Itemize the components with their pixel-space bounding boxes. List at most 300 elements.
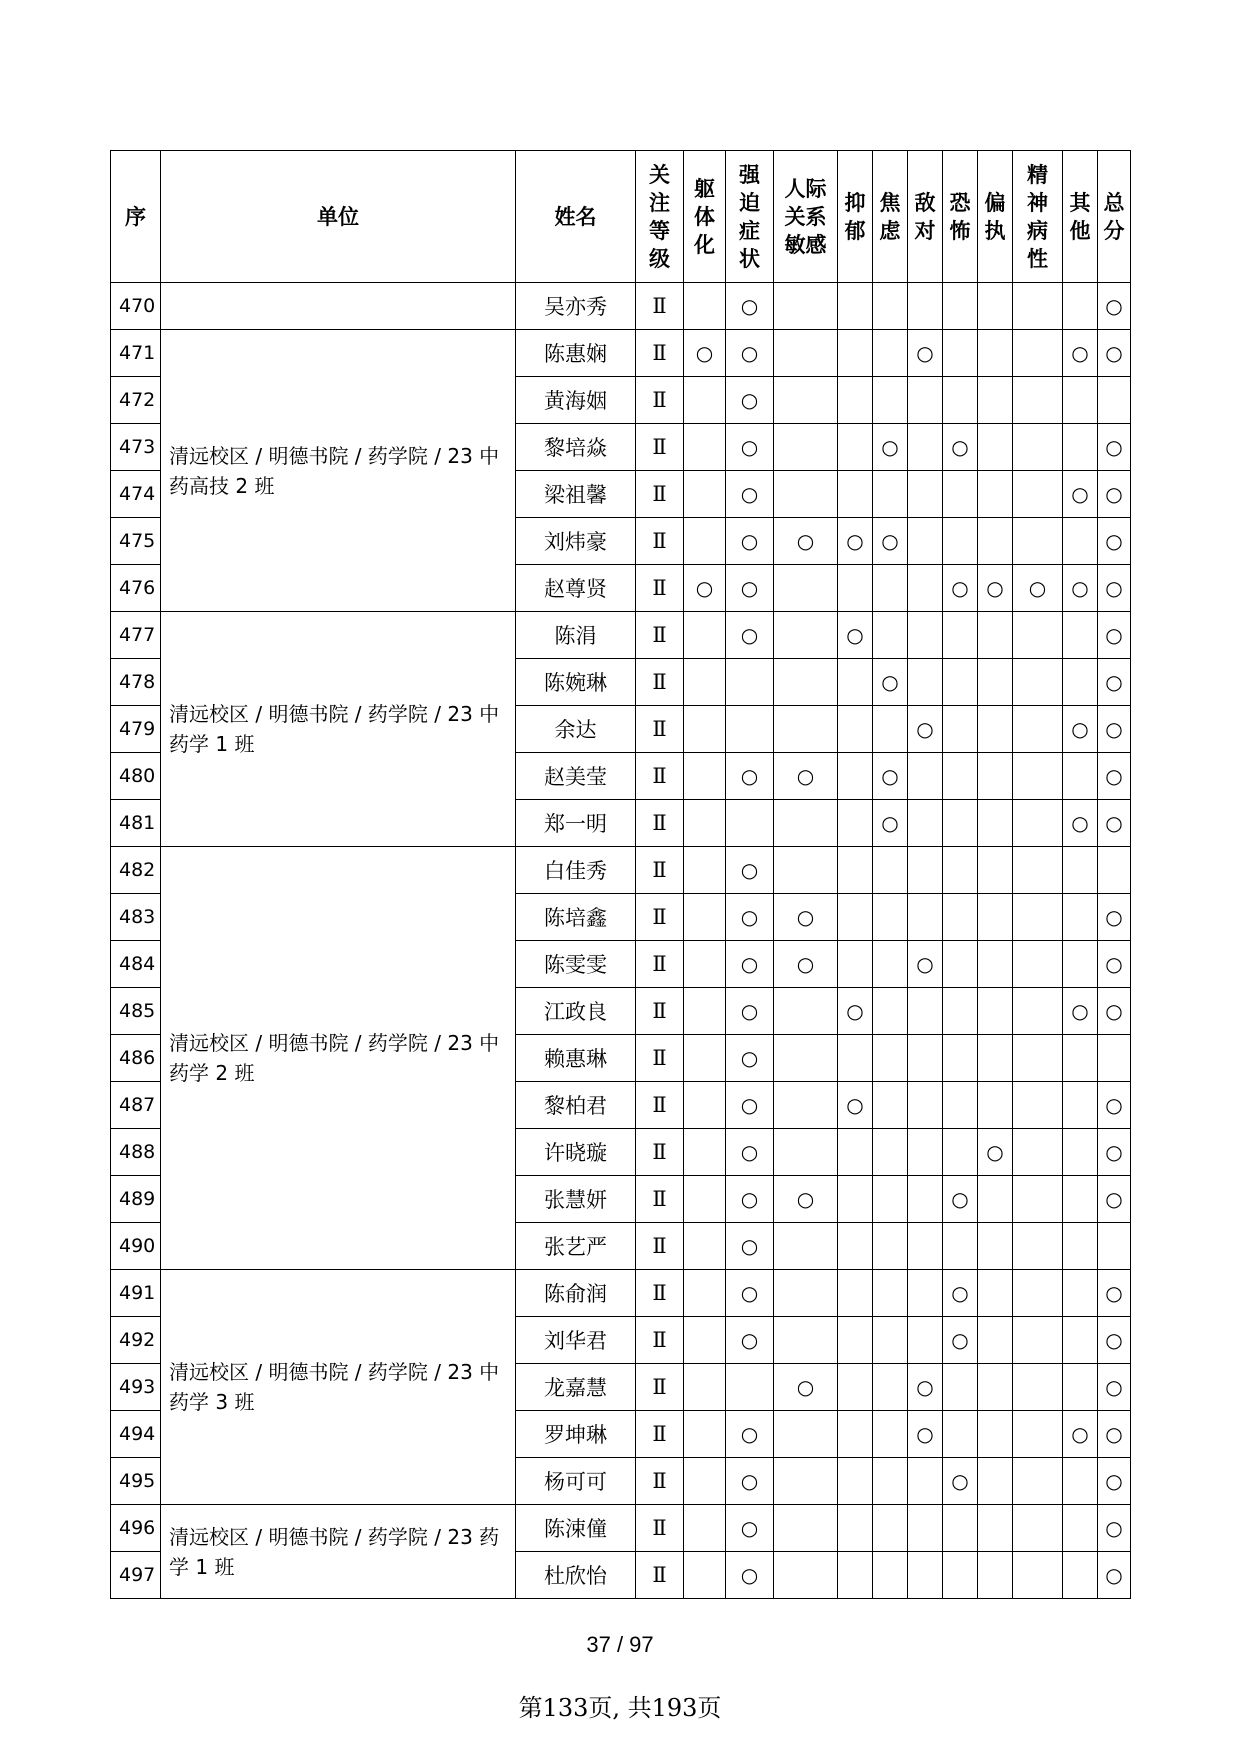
- mark-cell: [684, 471, 726, 518]
- header-label: 单位: [317, 204, 359, 229]
- mark-cell: [726, 1364, 774, 1411]
- unit-cell: 清远校区 / 明德书院 / 药学院 / 23 中药学 3 班: [161, 1270, 516, 1505]
- header-grade: [636, 151, 684, 283]
- grade-cell: Ⅱ: [636, 706, 684, 753]
- name-cell: 余达: [516, 706, 636, 753]
- mark-cell: [838, 941, 873, 988]
- mark-cell: [978, 753, 1013, 800]
- grade-cell: Ⅱ: [636, 1411, 684, 1458]
- mark-cell: [1013, 1035, 1063, 1082]
- mark-cell: [908, 1458, 943, 1505]
- mark-cell: ○: [873, 800, 908, 847]
- mark-cell: [943, 659, 978, 706]
- name-cell: 刘华君: [516, 1317, 636, 1364]
- mark-cell: [684, 1364, 726, 1411]
- mark-cell: [908, 659, 943, 706]
- mark-cell: [1063, 847, 1098, 894]
- seq-cell: 471: [111, 330, 161, 377]
- mark-cell: [943, 1035, 978, 1082]
- header-label: 总分: [1103, 190, 1125, 243]
- mark-cell: [684, 753, 726, 800]
- mark-cell: [873, 1364, 908, 1411]
- seq-cell: 497: [111, 1552, 161, 1599]
- mark-cell: [838, 1364, 873, 1411]
- mark-cell: ○: [838, 1082, 873, 1129]
- mark-cell: ○: [1098, 1411, 1131, 1458]
- mark-cell: [908, 1082, 943, 1129]
- mark-cell: [1063, 1552, 1098, 1599]
- mark-cell: ○: [726, 612, 774, 659]
- mark-cell: [684, 424, 726, 471]
- header-phobic: [943, 151, 978, 283]
- mark-cell: [908, 1223, 943, 1270]
- seq-cell: 496: [111, 1505, 161, 1552]
- mark-cell: [838, 471, 873, 518]
- mark-cell: [774, 800, 838, 847]
- mark-cell: ○: [1098, 283, 1131, 330]
- grade-cell: Ⅱ: [636, 1082, 684, 1129]
- mark-cell: [978, 941, 1013, 988]
- mark-cell: [873, 1317, 908, 1364]
- mark-cell: [838, 283, 873, 330]
- grade-cell: Ⅱ: [636, 283, 684, 330]
- mark-cell: [684, 612, 726, 659]
- mark-cell: [943, 800, 978, 847]
- mark-cell: [978, 330, 1013, 377]
- mark-cell: [684, 1223, 726, 1270]
- mark-cell: [873, 283, 908, 330]
- table-header-row: [111, 151, 1131, 283]
- mark-cell: [943, 941, 978, 988]
- mark-cell: [1013, 1129, 1063, 1176]
- mark-cell: [873, 988, 908, 1035]
- name-cell: 陈涑僮: [516, 1505, 636, 1552]
- mark-cell: ○: [1098, 1317, 1131, 1364]
- seq-cell: 483: [111, 894, 161, 941]
- mark-cell: [838, 1552, 873, 1599]
- seq-cell: 478: [111, 659, 161, 706]
- mark-cell: [978, 894, 1013, 941]
- mark-cell: ○: [726, 518, 774, 565]
- seq-cell: 472: [111, 377, 161, 424]
- mark-cell: [774, 612, 838, 659]
- mark-cell: [1063, 894, 1098, 941]
- mark-cell: [1013, 1552, 1063, 1599]
- mark-cell: [873, 1411, 908, 1458]
- unit-cell: [161, 283, 516, 330]
- mark-cell: [1013, 471, 1063, 518]
- name-cell: 陈雯雯: [516, 941, 636, 988]
- mark-cell: [873, 1082, 908, 1129]
- mark-cell: [774, 1223, 838, 1270]
- mark-cell: [838, 753, 873, 800]
- mark-cell: ○: [908, 330, 943, 377]
- mark-cell: [838, 1223, 873, 1270]
- mark-cell: [838, 377, 873, 424]
- name-cell: 张艺严: [516, 1223, 636, 1270]
- mark-cell: ○: [1063, 330, 1098, 377]
- mark-cell: ○: [726, 1270, 774, 1317]
- mark-cell: [1013, 1223, 1063, 1270]
- mark-cell: [684, 1552, 726, 1599]
- mark-cell: [943, 894, 978, 941]
- mark-cell: ○: [1098, 941, 1131, 988]
- mark-cell: [1013, 706, 1063, 753]
- mark-cell: [873, 565, 908, 612]
- mark-cell: [684, 283, 726, 330]
- name-cell: 吴亦秀: [516, 283, 636, 330]
- mark-cell: ○: [1098, 1552, 1131, 1599]
- mark-cell: [1063, 659, 1098, 706]
- mark-cell: [1013, 330, 1063, 377]
- mark-cell: [774, 1411, 838, 1458]
- header-obsessive: [726, 151, 774, 283]
- name-cell: 赵尊贤: [516, 565, 636, 612]
- seq-cell: 487: [111, 1082, 161, 1129]
- mark-cell: ○: [726, 330, 774, 377]
- mark-cell: [684, 800, 726, 847]
- name-cell: 许晓璇: [516, 1129, 636, 1176]
- mark-cell: ○: [1098, 894, 1131, 941]
- mark-cell: [774, 565, 838, 612]
- mark-cell: [1013, 800, 1063, 847]
- header-label: 敌对: [914, 190, 936, 243]
- mark-cell: ○: [1098, 1176, 1131, 1223]
- mark-cell: [684, 1035, 726, 1082]
- name-cell: 龙嘉慧: [516, 1364, 636, 1411]
- mark-cell: ○: [943, 1176, 978, 1223]
- unit-cell: 清远校区 / 明德书院 / 药学院 / 23 药学 1 班: [161, 1505, 516, 1599]
- mark-cell: [1013, 894, 1063, 941]
- mark-cell: [1063, 283, 1098, 330]
- header-interpersonal: [774, 151, 838, 283]
- mark-cell: [978, 1458, 1013, 1505]
- grade-cell: Ⅱ: [636, 941, 684, 988]
- header-hostility: [908, 151, 943, 283]
- mark-cell: [943, 518, 978, 565]
- mark-cell: ○: [726, 1552, 774, 1599]
- mark-cell: [978, 1411, 1013, 1458]
- grade-cell: Ⅱ: [636, 1458, 684, 1505]
- name-cell: 赖惠琳: [516, 1035, 636, 1082]
- mark-cell: [1098, 377, 1131, 424]
- mark-cell: ○: [1013, 565, 1063, 612]
- mark-cell: [774, 1505, 838, 1552]
- mark-cell: [943, 283, 978, 330]
- grade-cell: Ⅱ: [636, 1317, 684, 1364]
- seq-cell: 492: [111, 1317, 161, 1364]
- mark-cell: [1013, 518, 1063, 565]
- mark-cell: [774, 659, 838, 706]
- grade-cell: Ⅱ: [636, 1176, 684, 1223]
- mark-cell: [684, 941, 726, 988]
- grade-cell: Ⅱ: [636, 612, 684, 659]
- mark-cell: [1013, 1082, 1063, 1129]
- mark-cell: ○: [1098, 1364, 1131, 1411]
- mark-cell: [774, 424, 838, 471]
- mark-cell: ○: [726, 1129, 774, 1176]
- grade-cell: Ⅱ: [636, 330, 684, 377]
- mark-cell: [1013, 941, 1063, 988]
- mark-cell: [908, 612, 943, 659]
- mark-cell: ○: [1063, 800, 1098, 847]
- mark-cell: [684, 1317, 726, 1364]
- mark-cell: [1013, 612, 1063, 659]
- mark-cell: [978, 1317, 1013, 1364]
- seq-cell: 485: [111, 988, 161, 1035]
- mark-cell: [873, 1552, 908, 1599]
- screening-table: [110, 150, 1131, 1599]
- mark-cell: [1063, 1458, 1098, 1505]
- mark-cell: [774, 1129, 838, 1176]
- mark-cell: [1013, 1364, 1063, 1411]
- mark-cell: [838, 706, 873, 753]
- mark-cell: [943, 1129, 978, 1176]
- mark-cell: ○: [1098, 518, 1131, 565]
- mark-cell: [978, 847, 1013, 894]
- mark-cell: ○: [774, 1176, 838, 1223]
- mark-cell: [908, 1552, 943, 1599]
- mark-cell: [1063, 1317, 1098, 1364]
- mark-cell: [978, 1552, 1013, 1599]
- mark-cell: [873, 1129, 908, 1176]
- mark-cell: [943, 1552, 978, 1599]
- mark-cell: ○: [726, 988, 774, 1035]
- mark-cell: [684, 1129, 726, 1176]
- mark-cell: [684, 894, 726, 941]
- header-label: 其他: [1069, 190, 1091, 243]
- header-paranoid: [978, 151, 1013, 283]
- mark-cell: [1013, 1270, 1063, 1317]
- mark-cell: ○: [873, 424, 908, 471]
- mark-cell: ○: [726, 1411, 774, 1458]
- header-label: 关注等级: [649, 162, 670, 271]
- mark-cell: [943, 753, 978, 800]
- grade-cell: Ⅱ: [636, 1035, 684, 1082]
- mark-cell: [873, 1458, 908, 1505]
- mark-cell: [873, 377, 908, 424]
- mark-cell: ○: [908, 941, 943, 988]
- mark-cell: [684, 1458, 726, 1505]
- mark-cell: ○: [1098, 753, 1131, 800]
- grade-cell: Ⅱ: [636, 424, 684, 471]
- mark-cell: [684, 706, 726, 753]
- header-anxiety: [873, 151, 908, 283]
- mark-cell: [908, 1505, 943, 1552]
- unit-cell: 清远校区 / 明德书院 / 药学院 / 23 中药学 2 班: [161, 847, 516, 1270]
- mark-cell: [838, 565, 873, 612]
- mark-cell: ○: [774, 941, 838, 988]
- mark-cell: [978, 1364, 1013, 1411]
- mark-cell: [978, 659, 1013, 706]
- mark-cell: [1063, 1364, 1098, 1411]
- mark-cell: [838, 1317, 873, 1364]
- mark-cell: ○: [908, 1411, 943, 1458]
- seq-cell: 480: [111, 753, 161, 800]
- mark-cell: ○: [726, 377, 774, 424]
- name-cell: 杨可可: [516, 1458, 636, 1505]
- mark-cell: ○: [1098, 1129, 1131, 1176]
- mark-cell: [684, 377, 726, 424]
- seq-cell: 479: [111, 706, 161, 753]
- mark-cell: ○: [726, 894, 774, 941]
- mark-cell: ○: [726, 753, 774, 800]
- mark-cell: [978, 283, 1013, 330]
- mark-cell: ○: [838, 612, 873, 659]
- mark-cell: ○: [978, 565, 1013, 612]
- mark-cell: ○: [726, 424, 774, 471]
- mark-cell: ○: [1098, 988, 1131, 1035]
- mark-cell: [908, 753, 943, 800]
- mark-cell: [978, 1223, 1013, 1270]
- name-cell: 江政良: [516, 988, 636, 1035]
- seq-cell: 486: [111, 1035, 161, 1082]
- table-row: [111, 283, 1131, 330]
- mark-cell: ○: [1098, 612, 1131, 659]
- table-row: [111, 1270, 1131, 1317]
- mark-cell: [1063, 1270, 1098, 1317]
- mark-cell: [1013, 988, 1063, 1035]
- header-label: 强迫症状: [739, 162, 760, 271]
- header-label: 躯体化: [694, 176, 715, 257]
- mark-cell: ○: [726, 565, 774, 612]
- grade-cell: Ⅱ: [636, 800, 684, 847]
- mark-cell: [1063, 518, 1098, 565]
- grade-cell: Ⅱ: [636, 565, 684, 612]
- mark-cell: [908, 565, 943, 612]
- name-cell: 陈婉琳: [516, 659, 636, 706]
- mark-cell: [684, 518, 726, 565]
- mark-cell: [908, 800, 943, 847]
- mark-cell: [978, 706, 1013, 753]
- mark-cell: ○: [943, 424, 978, 471]
- header-total: [1098, 151, 1131, 283]
- mark-cell: [943, 1082, 978, 1129]
- mark-cell: [1063, 753, 1098, 800]
- mark-cell: [838, 330, 873, 377]
- mark-cell: [838, 1505, 873, 1552]
- mark-cell: [873, 941, 908, 988]
- mark-cell: [774, 377, 838, 424]
- mark-cell: [1013, 1411, 1063, 1458]
- mark-cell: [943, 1223, 978, 1270]
- mark-cell: [873, 847, 908, 894]
- mark-cell: [838, 847, 873, 894]
- mark-cell: [684, 1270, 726, 1317]
- name-cell: 梁祖馨: [516, 471, 636, 518]
- mark-cell: [838, 800, 873, 847]
- page-total-count: 第133页, 共193页: [518, 1694, 722, 1722]
- header-label: 恐怖: [949, 190, 971, 243]
- name-cell: 杜欣怡: [516, 1552, 636, 1599]
- mark-cell: [774, 1082, 838, 1129]
- mark-cell: [908, 1176, 943, 1223]
- mark-cell: [908, 424, 943, 471]
- mark-cell: [943, 471, 978, 518]
- mark-cell: [1063, 1505, 1098, 1552]
- seq-cell: 481: [111, 800, 161, 847]
- mark-cell: [908, 377, 943, 424]
- grade-cell: Ⅱ: [636, 753, 684, 800]
- mark-cell: [978, 612, 1013, 659]
- table-body: [111, 283, 1131, 1599]
- grade-cell: Ⅱ: [636, 1270, 684, 1317]
- mark-cell: [873, 894, 908, 941]
- mark-cell: ○: [726, 1035, 774, 1082]
- name-cell: 张慧妍: [516, 1176, 636, 1223]
- mark-cell: [1013, 283, 1063, 330]
- mark-cell: ○: [1098, 1270, 1131, 1317]
- mark-cell: [978, 800, 1013, 847]
- mark-cell: [774, 471, 838, 518]
- mark-cell: [774, 847, 838, 894]
- header-label: 序: [125, 204, 146, 229]
- header-name: [516, 151, 636, 283]
- mark-cell: [1098, 847, 1131, 894]
- mark-cell: [908, 518, 943, 565]
- mark-cell: [1098, 1035, 1131, 1082]
- name-cell: 陈俞润: [516, 1270, 636, 1317]
- mark-cell: [838, 1458, 873, 1505]
- mark-cell: [838, 1270, 873, 1317]
- name-cell: 陈惠娴: [516, 330, 636, 377]
- mark-cell: [978, 471, 1013, 518]
- mark-cell: ○: [726, 1082, 774, 1129]
- mark-cell: ○: [943, 1270, 978, 1317]
- mark-cell: ○: [1063, 988, 1098, 1035]
- mark-cell: ○: [726, 1505, 774, 1552]
- mark-cell: [908, 471, 943, 518]
- seq-cell: 470: [111, 283, 161, 330]
- mark-cell: [908, 847, 943, 894]
- mark-cell: [838, 424, 873, 471]
- mark-cell: ○: [873, 659, 908, 706]
- mark-cell: [873, 612, 908, 659]
- mark-cell: [873, 1223, 908, 1270]
- seq-cell: 477: [111, 612, 161, 659]
- mark-cell: ○: [838, 518, 873, 565]
- seq-cell: 491: [111, 1270, 161, 1317]
- mark-cell: [684, 988, 726, 1035]
- mark-cell: ○: [1063, 565, 1098, 612]
- grade-cell: Ⅱ: [636, 1223, 684, 1270]
- header-unit: [161, 151, 516, 283]
- mark-cell: [774, 1270, 838, 1317]
- mark-cell: [943, 1505, 978, 1552]
- mark-cell: [1063, 612, 1098, 659]
- mark-cell: [908, 1270, 943, 1317]
- mark-cell: ○: [726, 1317, 774, 1364]
- mark-cell: [774, 988, 838, 1035]
- mark-cell: ○: [774, 1364, 838, 1411]
- mark-cell: ○: [1063, 706, 1098, 753]
- mark-cell: [1013, 1505, 1063, 1552]
- mark-cell: [943, 1364, 978, 1411]
- mark-cell: [908, 1129, 943, 1176]
- name-cell: 黄海姻: [516, 377, 636, 424]
- mark-cell: [978, 1270, 1013, 1317]
- mark-cell: [873, 1035, 908, 1082]
- header-depression: [838, 151, 873, 283]
- mark-cell: [978, 988, 1013, 1035]
- mark-cell: [726, 706, 774, 753]
- mark-cell: ○: [726, 1458, 774, 1505]
- mark-cell: [908, 283, 943, 330]
- mark-cell: [908, 988, 943, 1035]
- seq-cell: 484: [111, 941, 161, 988]
- mark-cell: [978, 1035, 1013, 1082]
- table-row: [111, 1505, 1131, 1552]
